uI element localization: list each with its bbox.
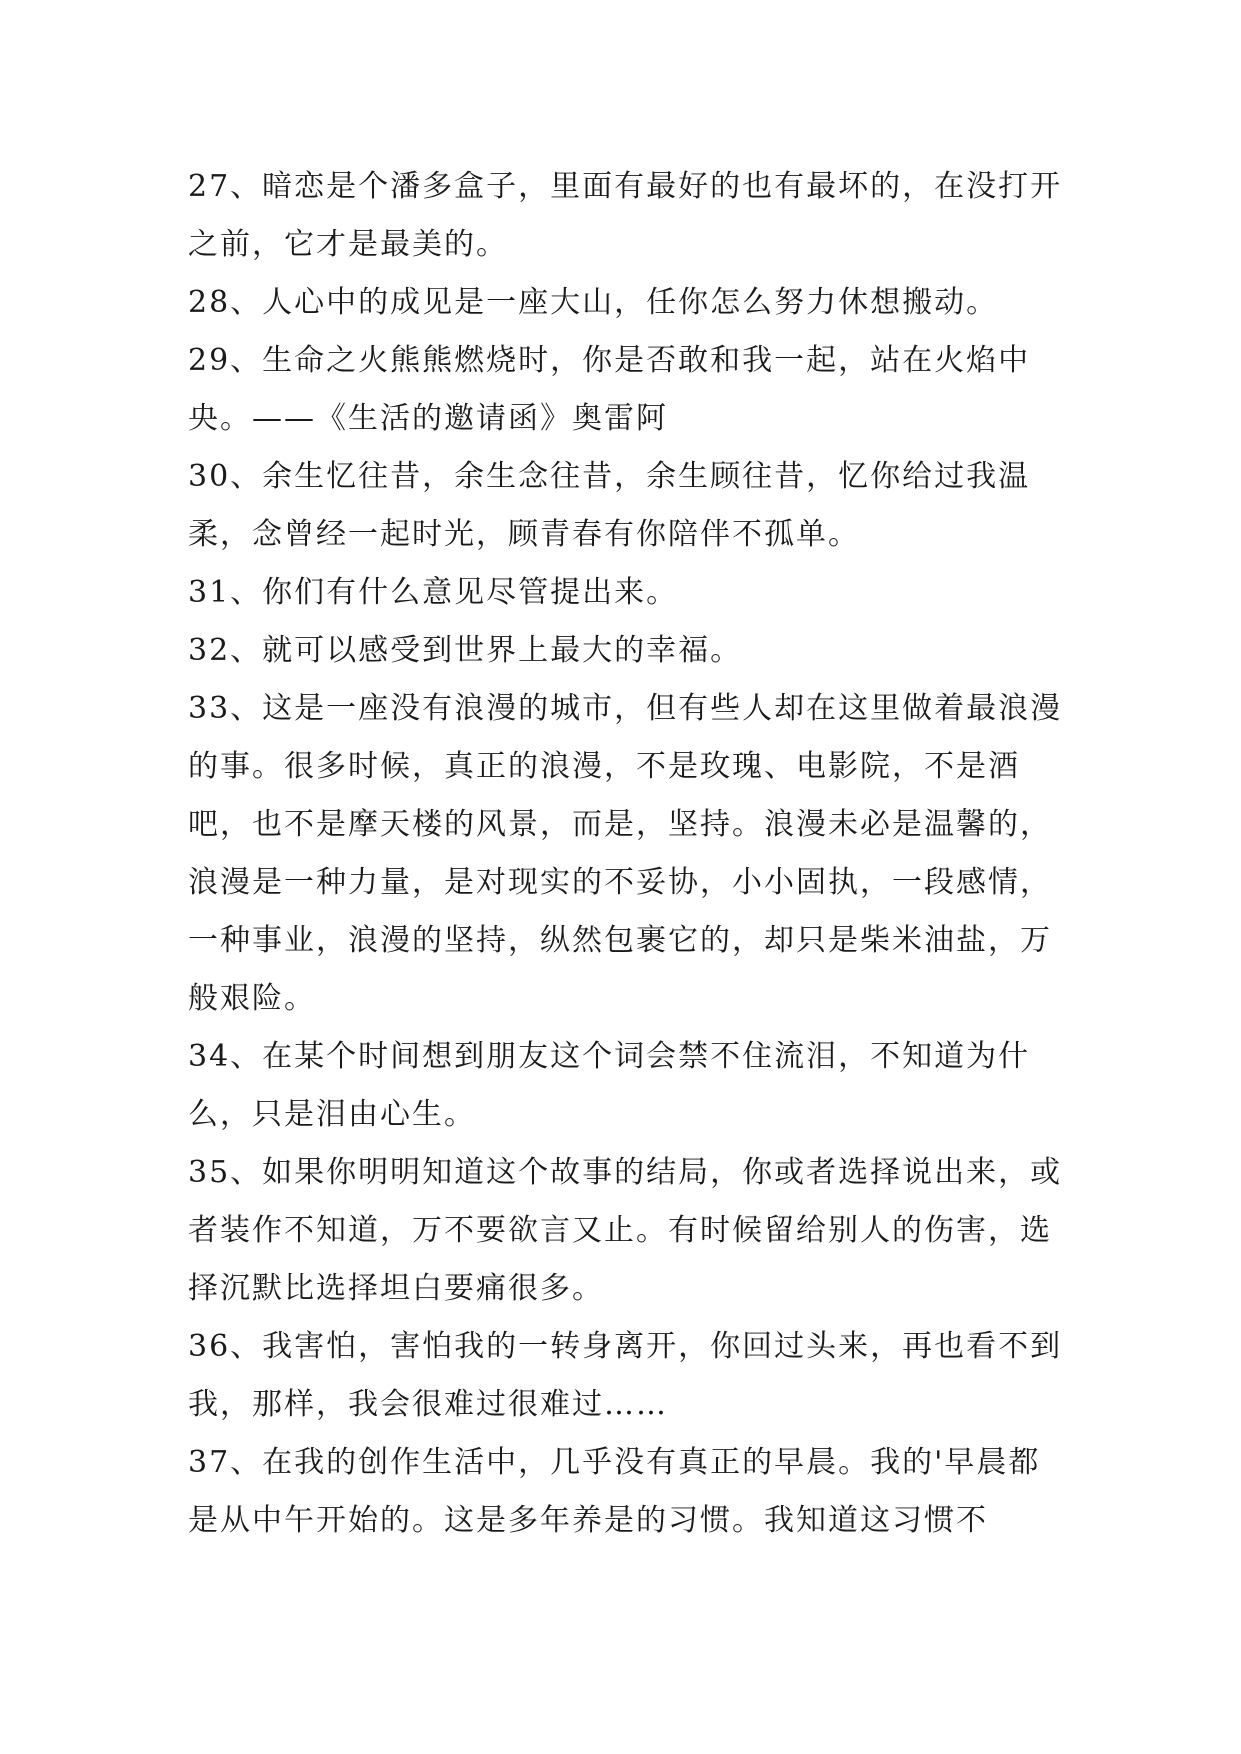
paragraph-32: 32、就可以感受到世界上最大的幸福。	[188, 633, 743, 668]
paragraph-33: 33、这是一座没有浪漫的城市，但有些人却在这里做着最浪漫的事。很多时候，真正的浪漫，不是玫瑰、电影院，不是酒吧，也不是摩天楼的风景，而是，坚持。浪漫未必是温馨的，浪漫是一种力量，是对现实的不妥协，小小固执，一段感情，一种事业，浪漫的坚持，纵然包裹它的，却只是柴米油盐，万般艰险。	[188, 691, 1063, 1016]
paragraph-30: 30、余生忆往昔，余生念往昔，余生顾往昔，忆你给过我温柔，念曾经一起时光，顾青春有你陪伴不孤单。	[188, 459, 1031, 552]
paragraph-37: 37、在我的创作生活中，几乎没有真正的早晨。我的'早晨都是从中午开始的。这是多年养是的习惯。我知道这习惯不	[188, 1445, 1041, 1538]
paragraph-28: 28、人心中的成见是一座大山，任你怎么努力休想搬动。	[188, 285, 999, 320]
paragraph-31: 31、你们有什么意见尽管提出来。	[188, 575, 679, 610]
paragraph-34: 34、在某个时间想到朋友这个词会禁不住流泪，不知道为什么，只是泪由心生。	[188, 1039, 1031, 1132]
paragraph-35: 35、如果你明明知道这个故事的结局，你或者选择说出来，或者装作不知道，万不要欲言又止。有时候留给别人的伤害，选择沉默比选择坦白要痛很多。	[188, 1155, 1063, 1306]
paragraph-27: 27、暗恋是个潘多盒子，里面有最好的也有最坏的，在没打开之前，它才是最美的。	[188, 169, 1063, 262]
paragraph-29: 29、生命之火熊熊燃烧时，你是否敢和我一起，站在火焰中央。——《生活的邀请函》奥雷阿	[188, 343, 1031, 436]
paragraph-36: 36、我害怕，害怕我的一转身离开，你回过头来，再也看不到我，那样，我会很难过很难过……	[188, 1329, 1063, 1422]
document-page	[188, 158, 1068, 1550]
